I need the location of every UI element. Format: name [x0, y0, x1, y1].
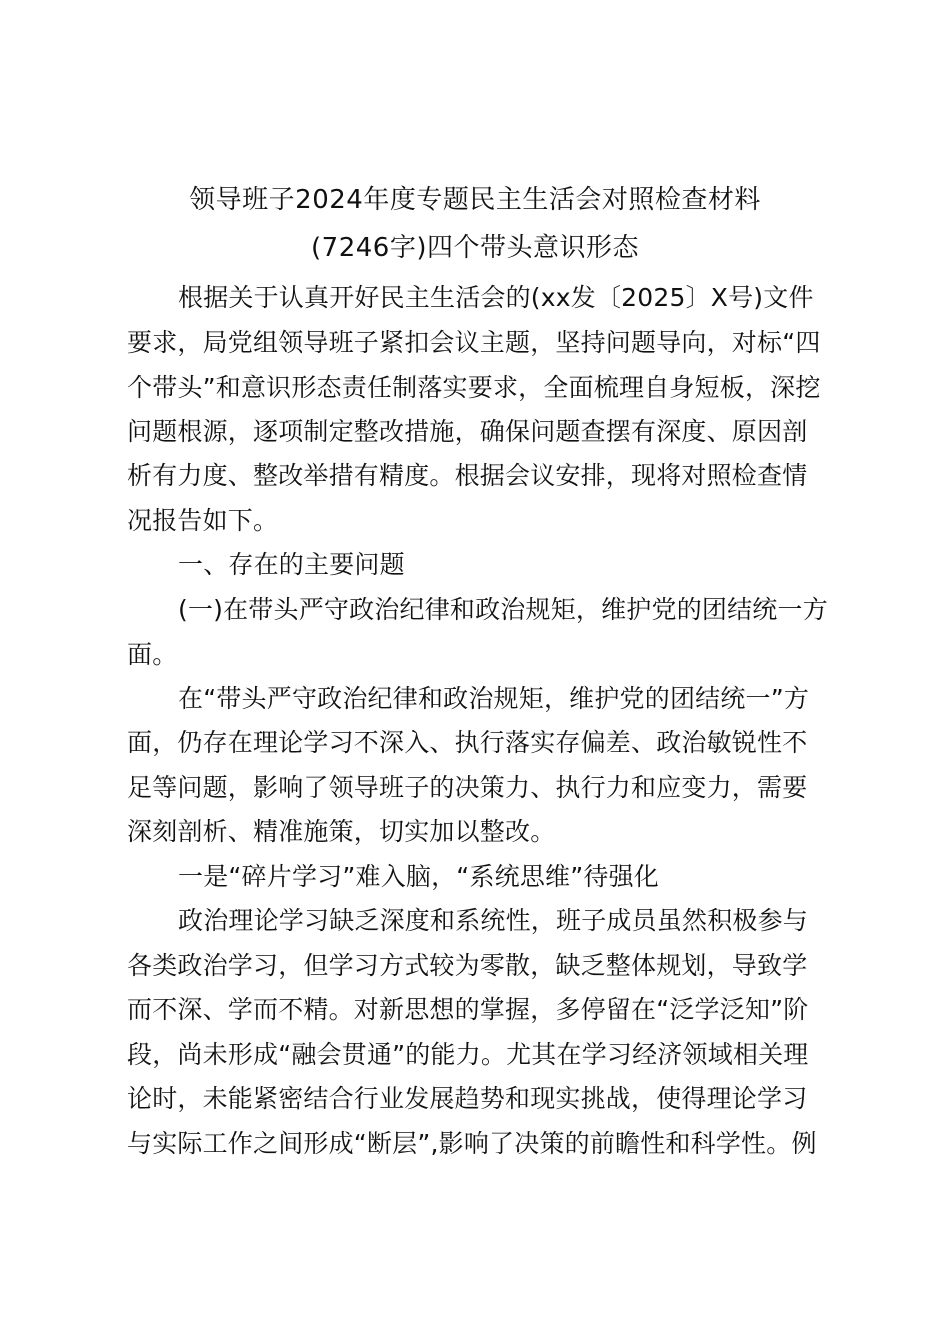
paragraph-3-line-3: 而不深、学而不精。对新思想的掌握，多停留在“泛学泛知”阶	[127, 995, 809, 1024]
subsection-heading-line-1: (一)在带头严守政治纪律和政治规矩，维护党的团结统一方	[178, 595, 828, 624]
subsection-heading-line-2: 面。	[127, 640, 178, 669]
point-heading-1: 一是“碎片学习”难入脑，“系统思维”待强化	[178, 862, 660, 891]
paragraph-3-line-2: 各类政治学习，但学习方式较为零散，缺乏整体规划，导致学	[127, 951, 808, 980]
paragraph-intro-line-5: 析有力度、整改举措有精度。根据会议安排，现将对照检查情	[127, 461, 808, 490]
paragraph-intro-line-6: 况报告如下。	[127, 506, 279, 535]
paragraph-2-line-3: 足等问题，影响了领导班子的决策力、执行力和应变力，需要	[127, 773, 808, 802]
paragraph-3-line-4: 段，尚未形成“融会贯通”的能力。尤其在学习经济领域相关理	[127, 1040, 809, 1069]
paragraph-intro-line-2: 要求，局党组领导班子紧扣会议主题，坚持问题导向，对标“四	[127, 328, 821, 357]
document-title-line-1: 领导班子2024年度专题民主生活会对照检查材料	[189, 185, 761, 215]
paragraph-intro-line-4: 问题根源，逐项制定整改措施，确保问题查摆有深度、原因剖	[127, 417, 808, 446]
paragraph-3-line-1: 政治理论学习缺乏深度和系统性，班子成员虽然积极参与	[178, 906, 809, 935]
paragraph-3-line-5: 论时，未能紧密结合行业发展趋势和现实挑战，使得理论学习	[127, 1084, 808, 1113]
paragraph-intro-line-3: 个带头”和意识形态责任制落实要求，全面梳理自身短板，深挖	[127, 373, 821, 402]
paragraph-2-line-2: 面，仍存在理论学习不深入、执行落实存偏差、政治敏锐性不	[127, 728, 808, 757]
paragraph-3-line-6: 与实际工作之间形成“断层”,影响了决策的前瞻性和科学性。例	[127, 1129, 817, 1158]
document-title-line-2: (7246字)四个带头意识形态	[311, 233, 639, 263]
paragraph-2-line-4: 深刻剖析、精准施策，切实加以整改。	[127, 817, 556, 846]
section-heading-1: 一、存在的主要问题	[178, 550, 405, 579]
paragraph-intro-line-1: 根据关于认真开好民主生活会的(xx发〔2025〕X号)文件	[178, 283, 814, 312]
paragraph-2-line-1: 在“带头严守政治纪律和政治规矩，维护党的团结统一”方	[178, 684, 810, 713]
